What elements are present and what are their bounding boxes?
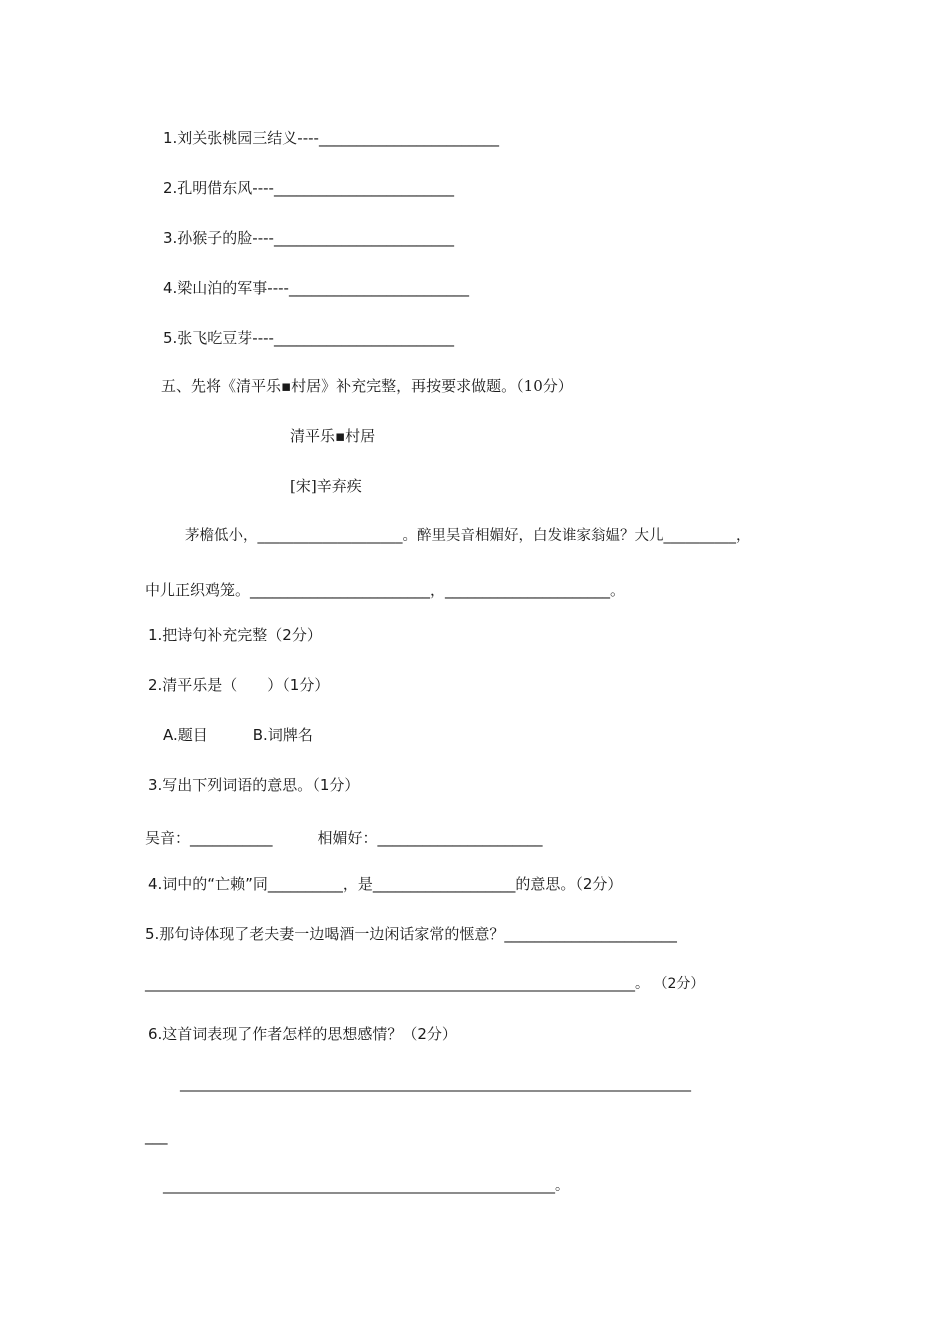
xiehouyu-5: 5.张飞吃豆芽----________________________ <box>163 329 454 347</box>
question-6-answer-line-2: ___ <box>145 1127 168 1145</box>
section-heading: 五、先将《清平乐▪村居》补充完整，再按要求做题。（10分） <box>161 377 573 395</box>
xiehouyu-2: 2.孔明借东风----________________________ <box>163 179 454 197</box>
question-3-answer: 吴音：___________ 相媚好：______________________ <box>145 829 543 847</box>
question-6-answer-line-3: ________________________________________________________。 <box>163 1178 569 1194</box>
poem-line-2: 中儿正织鸡笼。________________________，______________________。 <box>145 581 626 599</box>
poem-line-1: 茅檐低小，____________________。醉里吴音相媚好，白发谁家翁媪？大儿__________， <box>185 528 751 544</box>
question-2-options: A.题目 B.词牌名 <box>163 726 313 744</box>
poem-title: 清平乐▪村居 <box>290 427 376 445</box>
question-3: 3.写出下列词语的意思。（1分） <box>148 776 360 794</box>
poem-author: [宋]辛弃疾 <box>290 477 362 495</box>
xiehouyu-1: 1.刘关张桃园三结义----________________________ <box>163 129 499 147</box>
question-6-answer-line-1: _________________________________________________________________________ <box>180 1076 691 1092</box>
question-5: 5.那句诗体现了老夫妻一边喝酒一边闲话家常的惬意？_______________________ <box>145 925 677 943</box>
question-1: 1.把诗句补充完整（2分） <box>148 626 322 644</box>
question-4: 4.词中的“亡赖”同__________，是___________________的意思。（2分） <box>148 875 623 893</box>
xiehouyu-3: 3.孙猴子的脸----________________________ <box>163 229 454 247</box>
question-2: 2.清平乐是（ ）（1分） <box>148 676 330 694</box>
question-6: 6.这首词表现了作者怎样的思想感情？（2分） <box>148 1025 457 1043</box>
xiehouyu-4: 4.梁山泊的军事----________________________ <box>163 279 469 297</box>
question-5-answer: ______________________________________________________________________。 （2分） <box>145 976 705 992</box>
